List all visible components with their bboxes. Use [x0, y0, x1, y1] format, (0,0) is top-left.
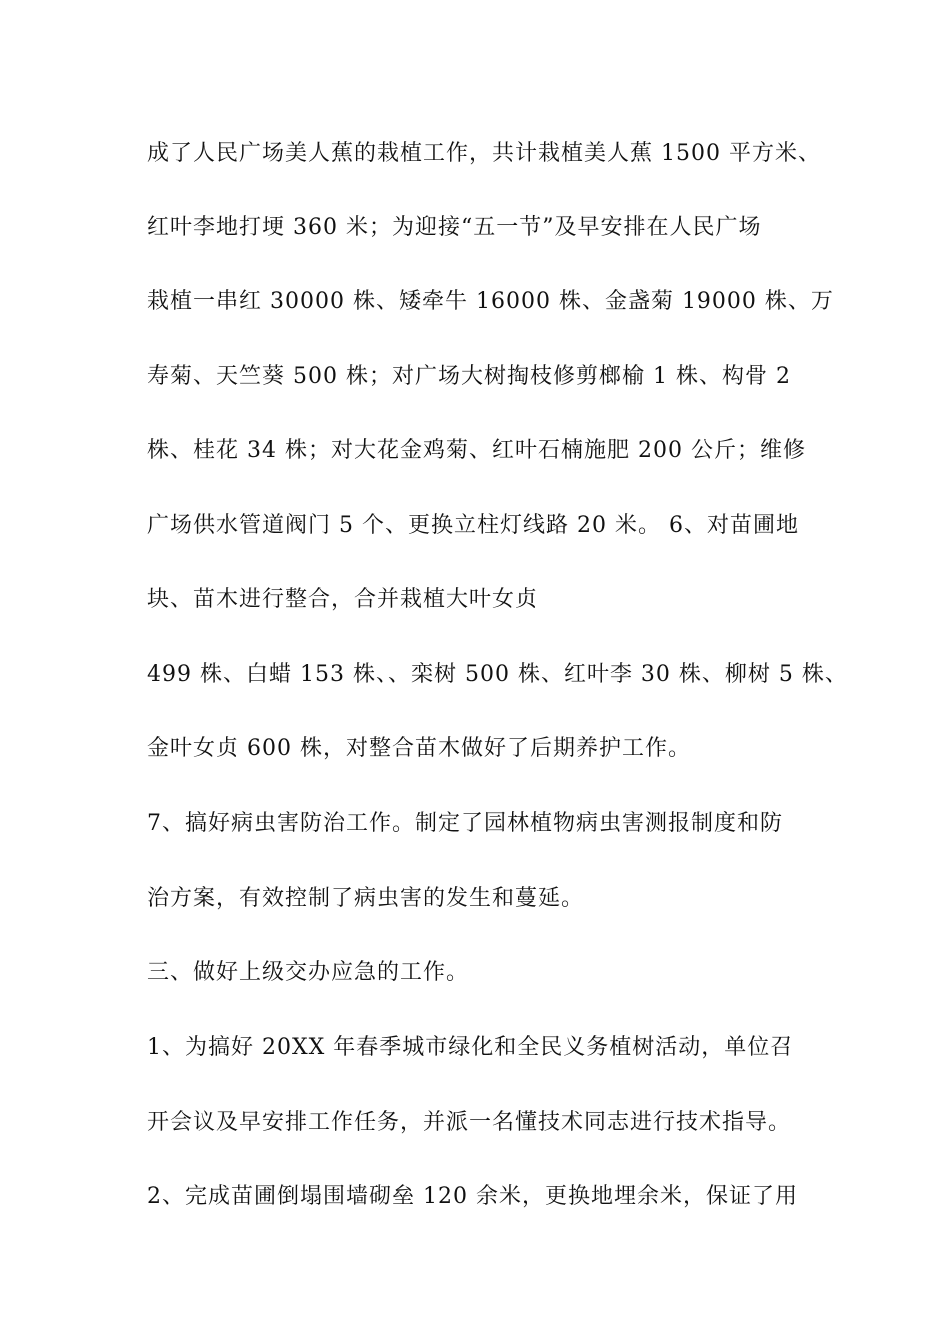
- text-line: 开会议及早安排工作任务，并派一名懂技术同志进行技术指导。: [147, 1110, 792, 1135]
- text-line: 7、搞好病虫害防治工作。制定了园林植物病虫害测报制度和防: [147, 811, 783, 836]
- text-line: 2、完成苗圃倒塌围墙砌垒 120 余米，更换地埋余米，保证了用: [147, 1184, 798, 1209]
- text-line: 499 株、白蜡 153 株、、栾树 500 株、红叶李 30 株、柳树 5 株、: [147, 662, 848, 687]
- section-heading: 三、做好上级交办应急的工作。: [147, 960, 470, 985]
- text-line: 块、苗木进行整合，合并栽植大叶女贞: [147, 587, 539, 612]
- text-line: 成了人民广场美人蕉的栽植工作，共计栽植美人蕉 1500 平方米、: [147, 141, 821, 166]
- text-line: 株、桂花 34 株；对大花金鸡菊、红叶石楠施肥 200 公斤；维修: [147, 438, 806, 463]
- text-line: 寿菊、天竺葵 500 株；对广场大树掏枝修剪榔榆 1 株、构骨 2: [147, 364, 791, 389]
- text-line: 栽植一串红 30000 株、矮牵牛 16000 株、金盏菊 19000 株、万: [147, 289, 834, 314]
- text-line: 金叶女贞 600 株，对整合苗木做好了后期养护工作。: [147, 736, 691, 761]
- text-line: 广场供水管道阀门 5 个、更换立柱灯线路 20 米。 6、对苗圃地: [147, 513, 799, 538]
- text-line: 红叶李地打埂 360 米；为迎接“五一节”及早安排在人民广场: [147, 215, 762, 240]
- text-line: 1、为搞好 20XX 年春季城市绿化和全民义务植树活动，单位召: [147, 1035, 794, 1060]
- text-line: 治方案，有效控制了病虫害的发生和蔓延。: [147, 886, 585, 911]
